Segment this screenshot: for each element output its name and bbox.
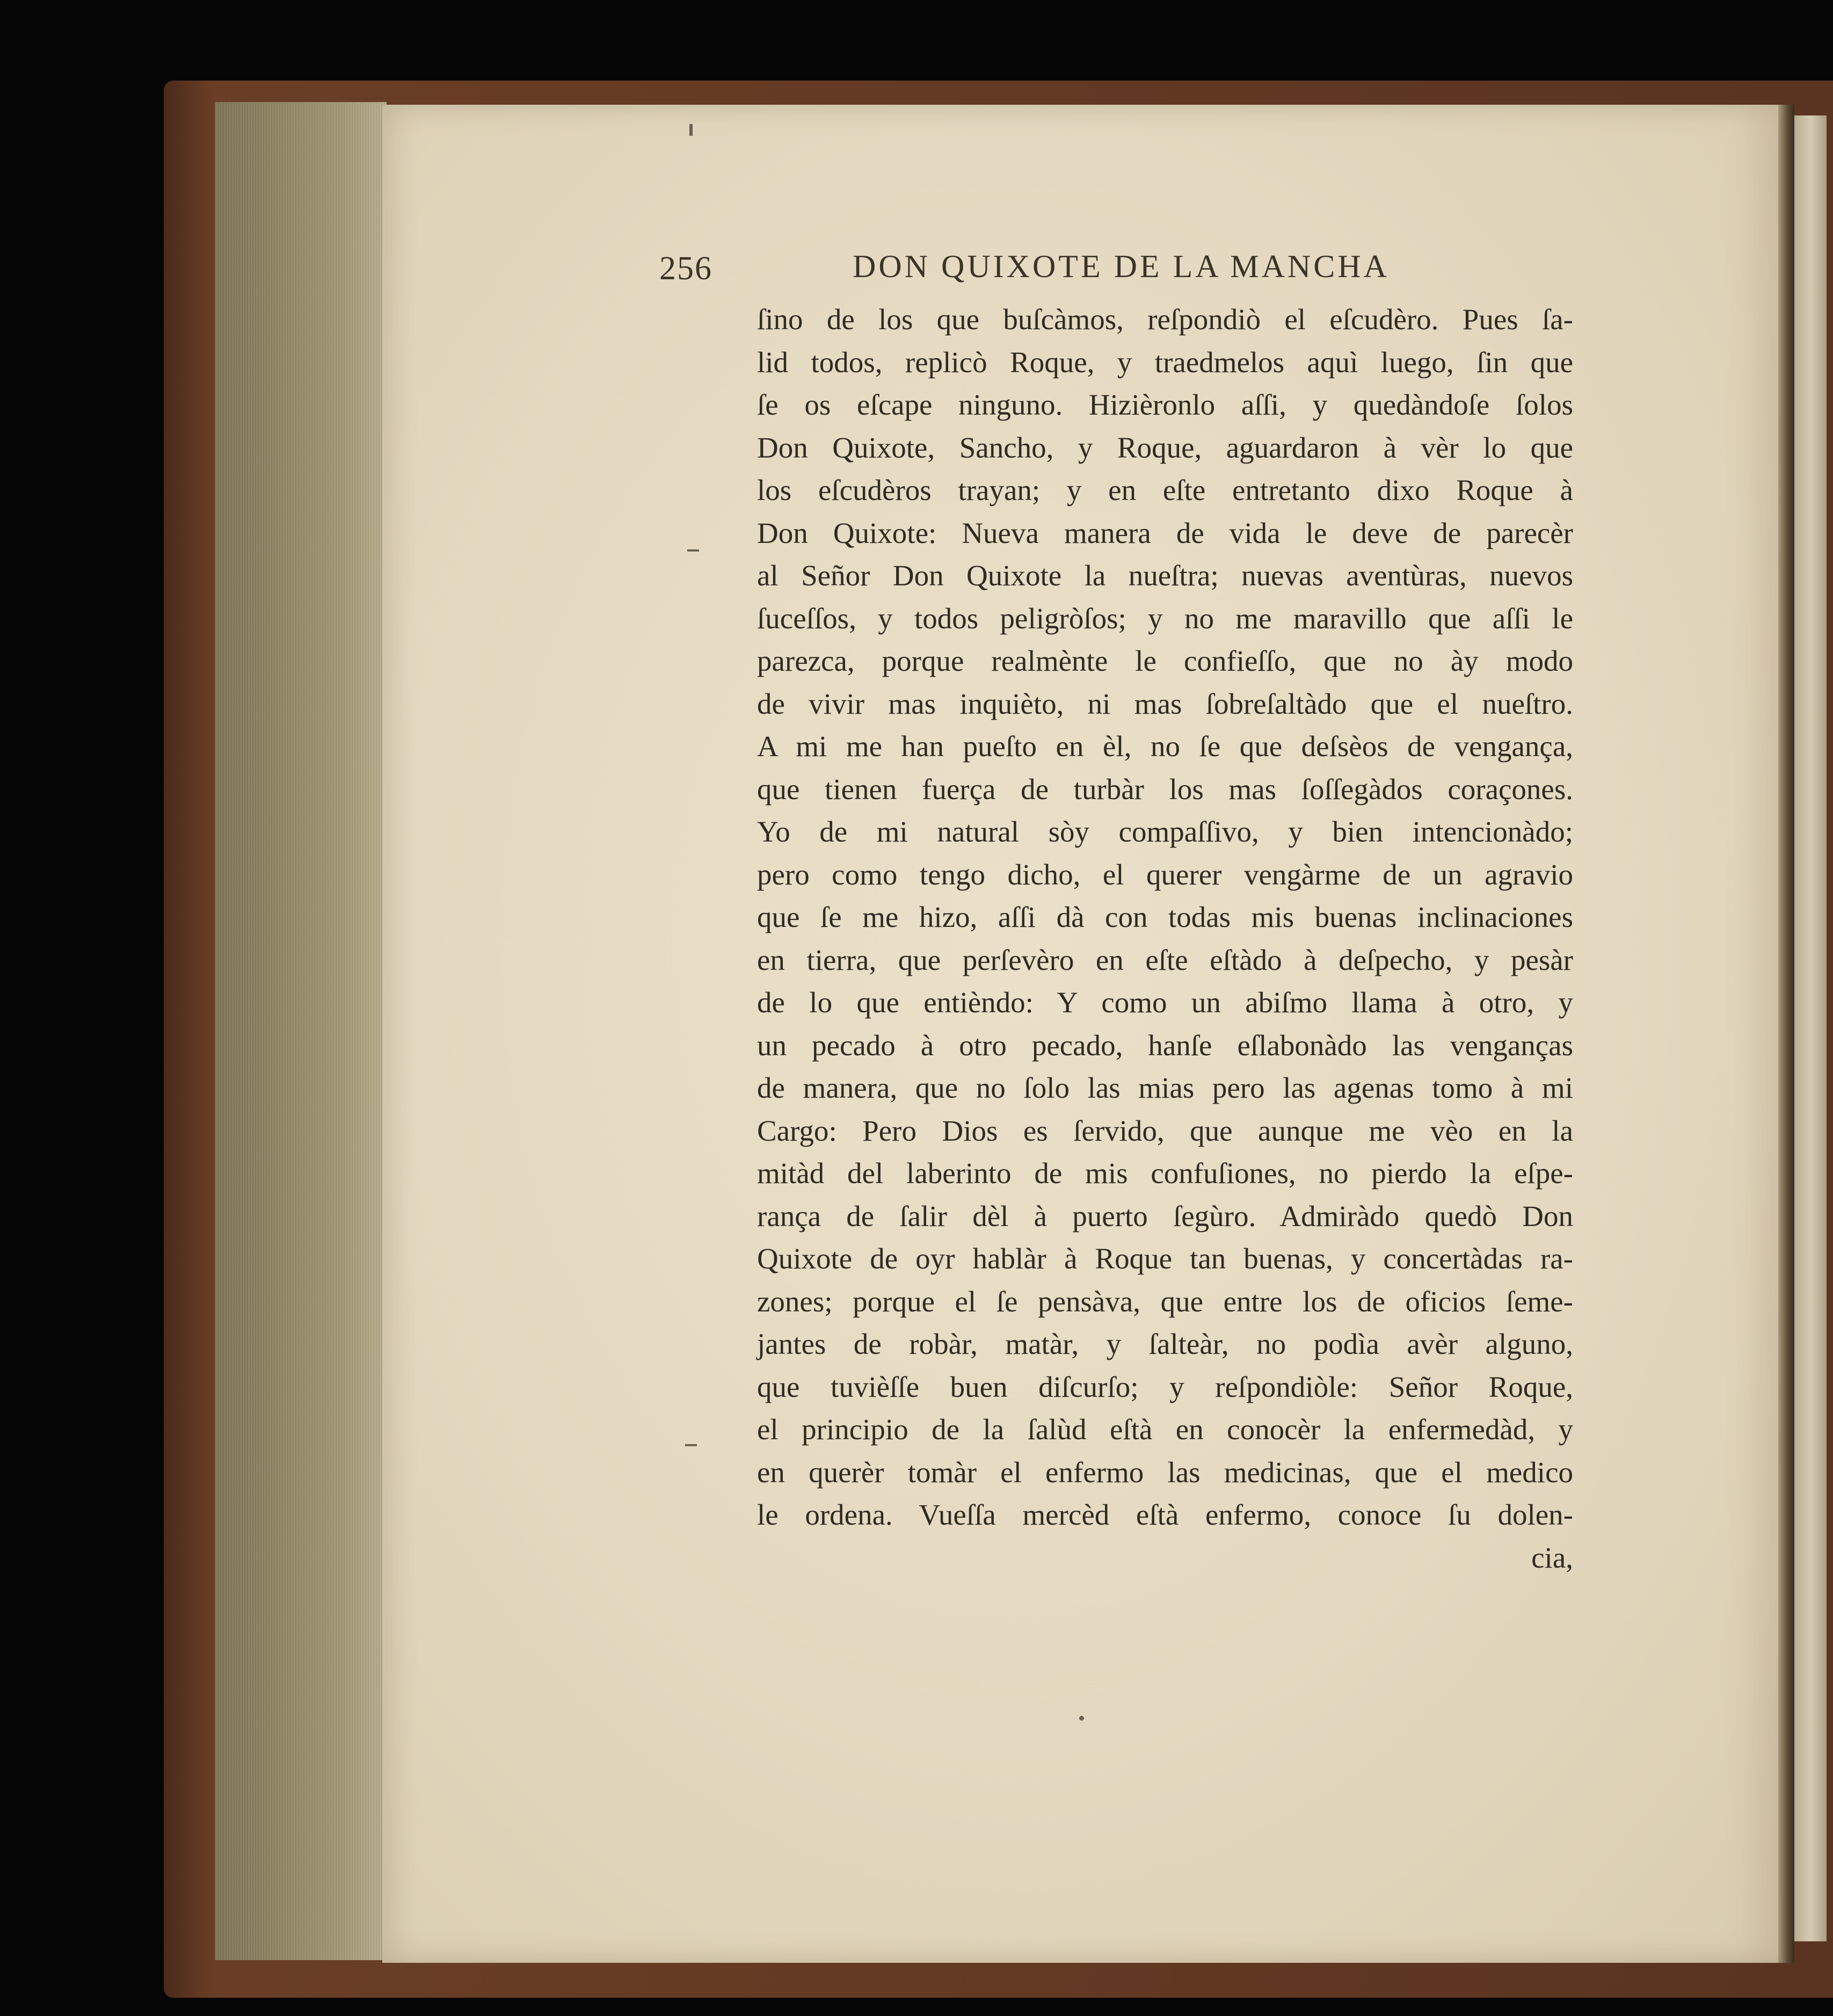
text-line: que ſe me hizo, aſſi dà con todas mis buenas inclinaciones bbox=[757, 901, 1573, 933]
printer-mark-top bbox=[689, 124, 693, 136]
facing-page-edge bbox=[1794, 115, 1827, 1941]
page-speck bbox=[1079, 1716, 1084, 1721]
text-line: Don Quixote, Sancho, y Roque, aguardaron à vèr lo que bbox=[757, 431, 1573, 464]
text-line: de manera, que no ſolo las mias pero las agenas tomo à mi bbox=[757, 1071, 1573, 1104]
book-gutter bbox=[1778, 105, 1794, 1963]
text-line: los eſcudèros trayan; y en eſte entretanto dixo Roque à bbox=[757, 474, 1573, 506]
text-line: jantes de robàr, matàr, y ſalteàr, no podìa avèr alguno, bbox=[757, 1328, 1573, 1360]
running-head: DON QUIXOTE DE LA MANCHA bbox=[853, 249, 1390, 284]
text-line: que tienen fuerça de turbàr los mas ſoſſegàdos coraçones. bbox=[757, 772, 1573, 806]
text-line: parezca, porque realmènte le confieſſo, que no ày modo bbox=[757, 644, 1573, 677]
text-line: en tierra, que perſevèro en eſte eſtàdo à deſpecho, y pesàr bbox=[757, 943, 1573, 976]
text-line: Cargo: Pero Dios es ſervido, que aunque me vèo en la bbox=[757, 1114, 1573, 1147]
catchword: cia, bbox=[1531, 1541, 1573, 1574]
text-line: de vivir mas inquièto, ni mas ſobreſaltàdo que el nueſtro. bbox=[757, 687, 1573, 720]
page-number: 256 bbox=[659, 250, 712, 287]
text-line: de lo que entièndo: Y como un abiſmo llama à otro, y bbox=[757, 986, 1573, 1019]
text-line: Quixote de oyr hablàr à Roque tan buenas, y concertàdas ra- bbox=[757, 1242, 1573, 1275]
text-line: que tuvièſſe buen diſcurſo; y reſpondiòle: Señor Roque, bbox=[757, 1370, 1573, 1403]
text-line: mitàd del laberinto de mis confuſiones, no pierdo la eſpe- bbox=[757, 1157, 1573, 1190]
page-edges bbox=[215, 102, 387, 1960]
text-line: lid todos, replicò Roque, y traedmelos aquì luego, ſin que bbox=[757, 345, 1573, 379]
text-line: en querèr tomàr el enfermo las medicinas, que el medico bbox=[757, 1455, 1573, 1489]
text-line: ſino de los que buſcàmos, reſpondiò el eſcudèro. Pues ſa- bbox=[757, 303, 1573, 336]
text-line: zones; porque el ſe pensàva, que entre los de oficios ſeme- bbox=[757, 1285, 1573, 1318]
text-line: Don Quixote: Nueva manera de vida le deve de parecèr bbox=[757, 516, 1573, 549]
text-line: rança de ſalir dèl à puerto ſegùro. Admiràdo quedò Don bbox=[757, 1199, 1573, 1232]
text-line: al Señor Don Quixote la nueſtra; nuevas aventùras, nuevos bbox=[757, 559, 1573, 592]
text-line: ſuceſſos, y todos peligròſos; y no me maravillo que aſſi le bbox=[757, 601, 1573, 635]
text-line: ſe os eſcape ninguno. Hizièronlo aſſi, y quedàndoſe ſolos bbox=[757, 388, 1573, 421]
text-line: el principio de la ſalùd eſtà en conocèr la enfermedàd, y bbox=[757, 1413, 1573, 1446]
margin-mark bbox=[687, 549, 699, 552]
body-text bbox=[757, 298, 1573, 1579]
text-line: Yo de mi natural sòy compaſſivo, y bien intencionàdo; bbox=[757, 815, 1573, 848]
text-line: le ordena. Vueſſa mercèd eſtà enfermo, conoce ſu dolen- bbox=[757, 1498, 1573, 1531]
text-line: un pecado à otro pecado, hanſe eſlabonàdo las venganças bbox=[757, 1028, 1573, 1062]
margin-mark bbox=[685, 1444, 697, 1446]
text-line: A mi me han pueſto en èl, no ſe que deſsèos de vengança, bbox=[757, 730, 1573, 763]
text-line: pero como tengo dicho, el querer vengàrme de un agravio bbox=[757, 858, 1573, 891]
